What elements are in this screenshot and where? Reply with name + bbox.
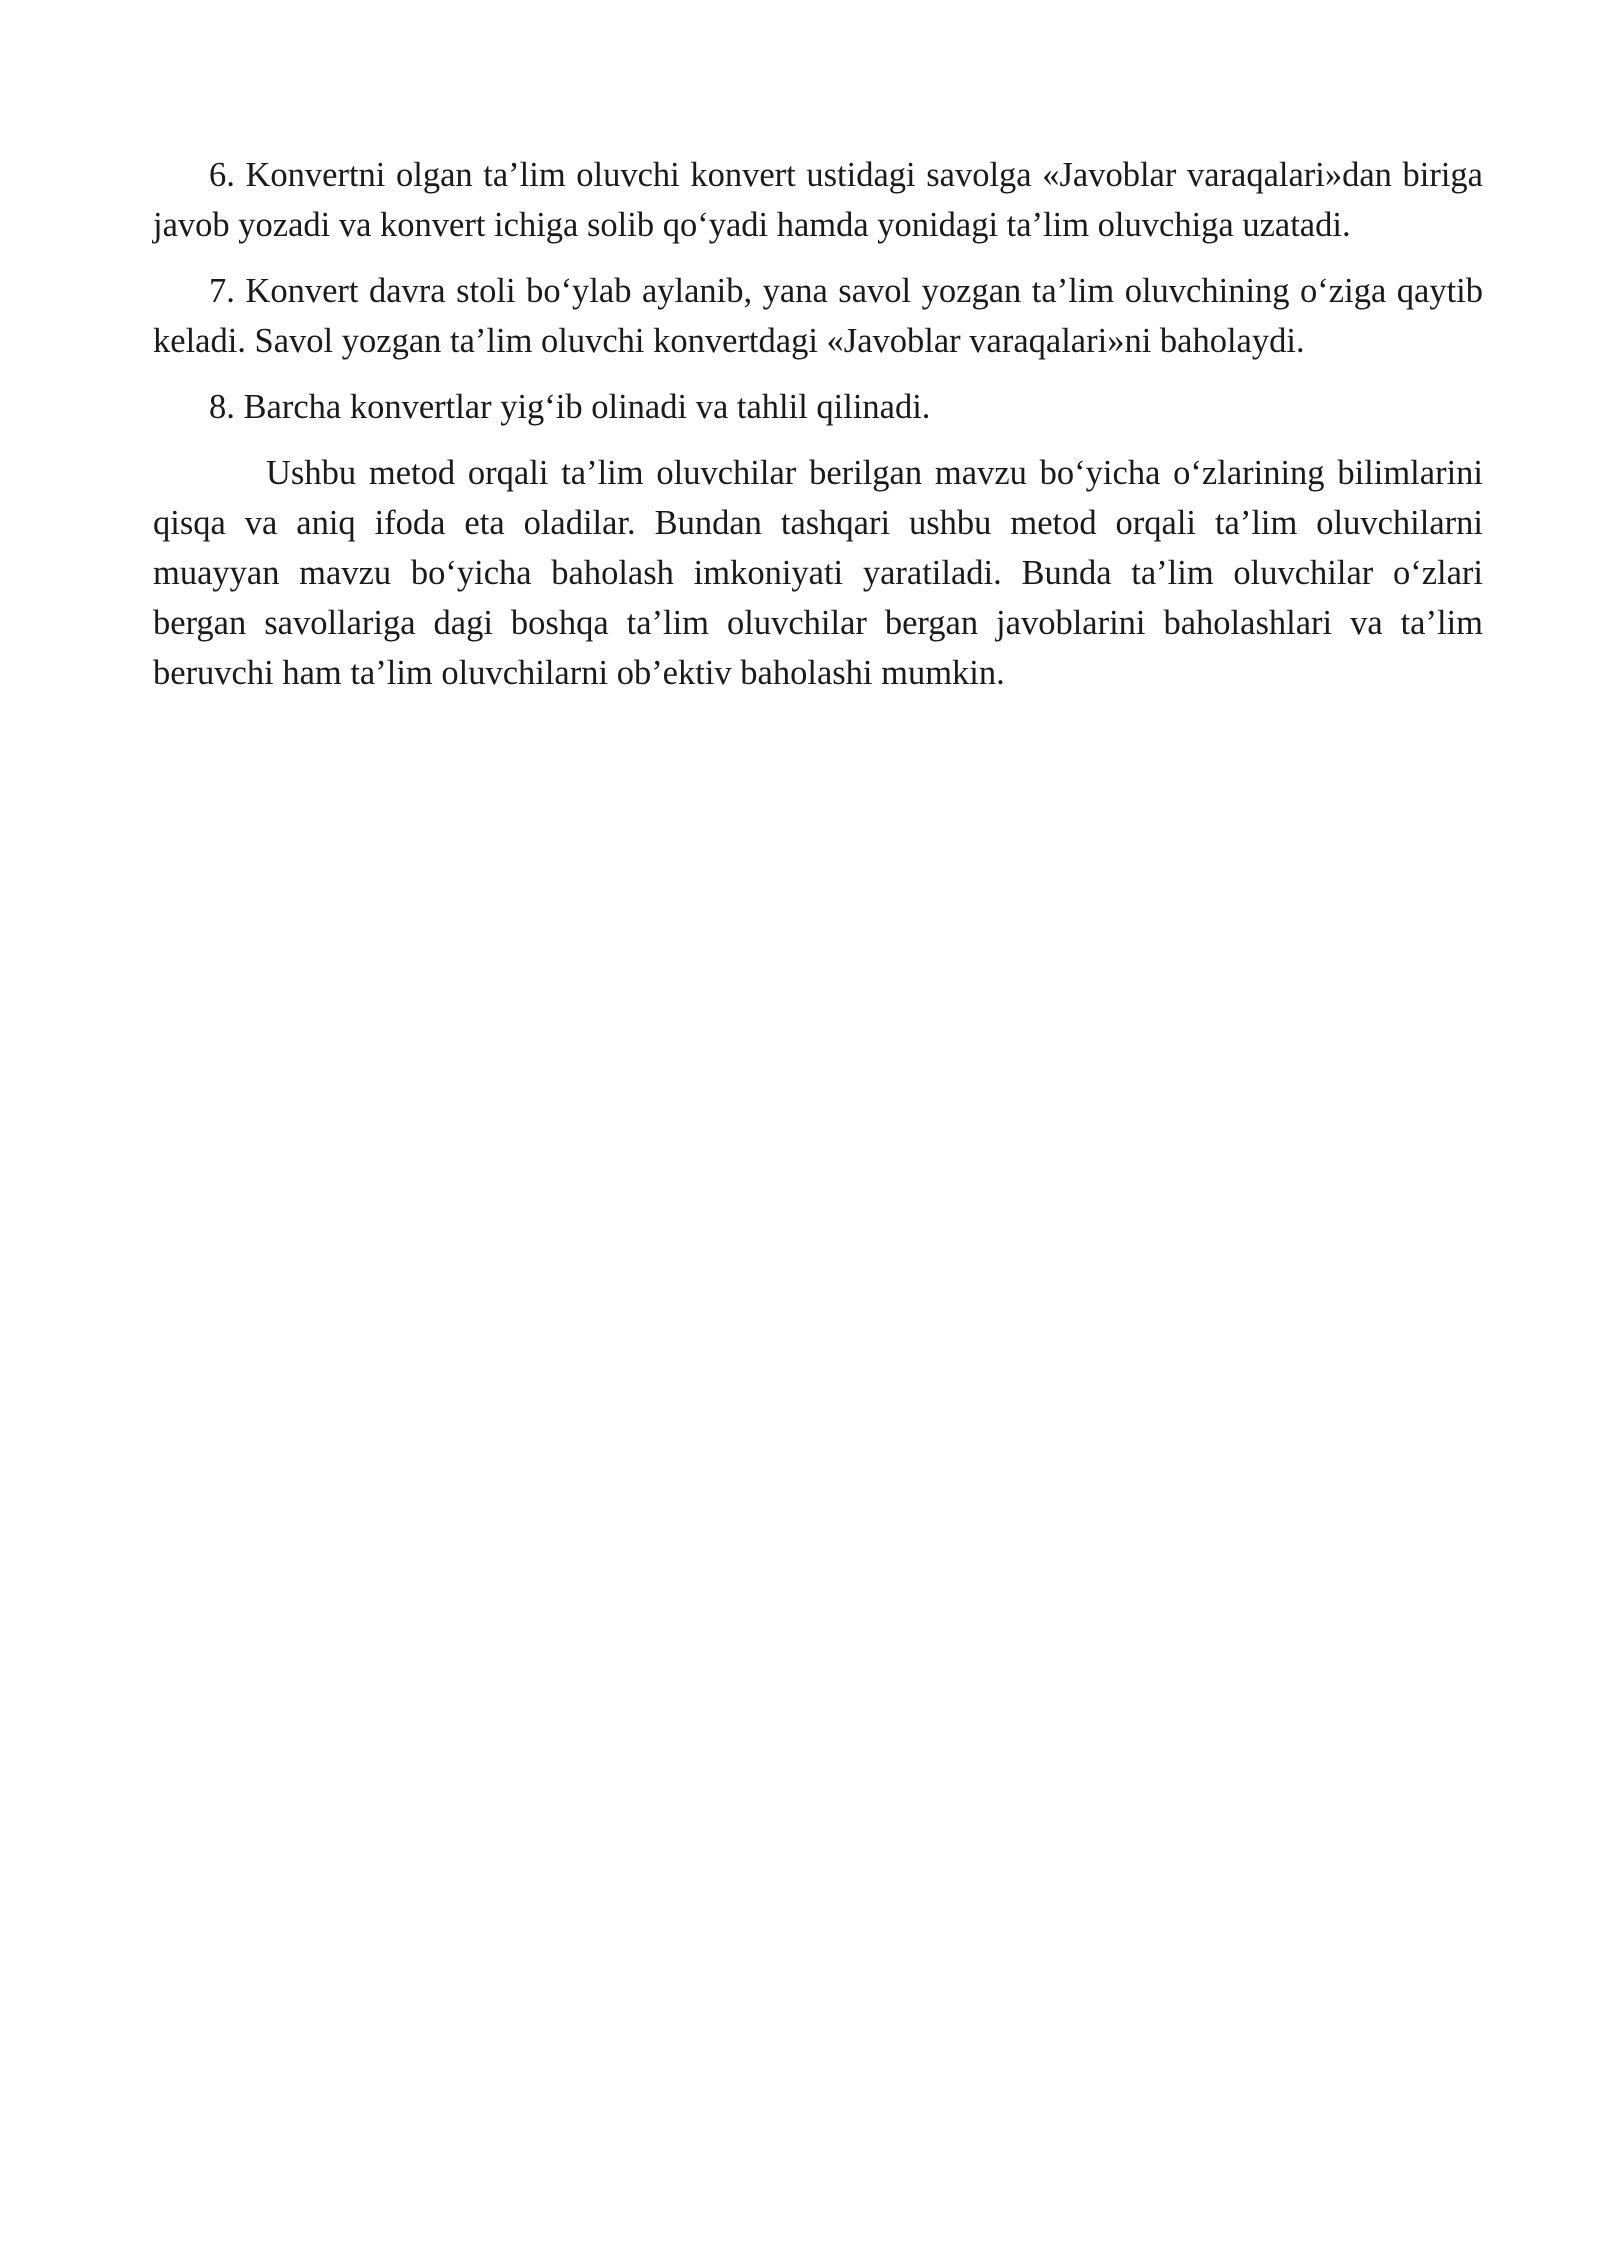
- list-item-text: Barcha konvertlar yig‘ib olinadi va tahlil qilinadi.: [243, 388, 931, 426]
- list-item-number: 8.: [209, 388, 235, 426]
- list-item-7: [153, 266, 1483, 366]
- list-item-text: Konvertni olgan ta’lim oluvchi konvert ustidagi savolga «Javoblar varaqalari»dan biriga javob yozadi va konvert ichiga solib qo‘yadi hamda yonidagi ta’lim oluvchiga uzatadi.: [153, 156, 1483, 244]
- list-item-text: Konvert davra stoli bo‘ylab aylanib, yana savol yozgan ta’lim oluvchining o‘ziga qaytib keladi. Savol yozgan ta’lim oluvchi konvertdagi «Javoblar varaqalari»ni baholaydi.: [153, 272, 1484, 360]
- summary-paragraph: Ushbu metod orqali ta’lim oluvchilar berilgan mavzu bo‘yicha o‘zlarining bilimlarini qisqa va aniq ifoda eta oladilar. Bundan tashqari ushbu metod orqali ta’lim oluvchilarni muayyan mavzu bo‘yicha baholash imkoniyati yaratiladi. Bunda ta’lim oluvchilar o‘zlari bergan savollariga dagi boshqa ta’lim oluvchilar bergan javoblarini baholashlari va ta’lim beruvchi ham ta’lim oluvchilarni ob’ektiv baholashi mumkin.: [153, 454, 1483, 692]
- list-item-6: [153, 150, 1483, 250]
- list-item-8: [153, 382, 1483, 432]
- document-body: [153, 150, 1483, 698]
- list-item-number: 7.: [209, 272, 235, 310]
- list-item-number: 6.: [209, 156, 235, 194]
